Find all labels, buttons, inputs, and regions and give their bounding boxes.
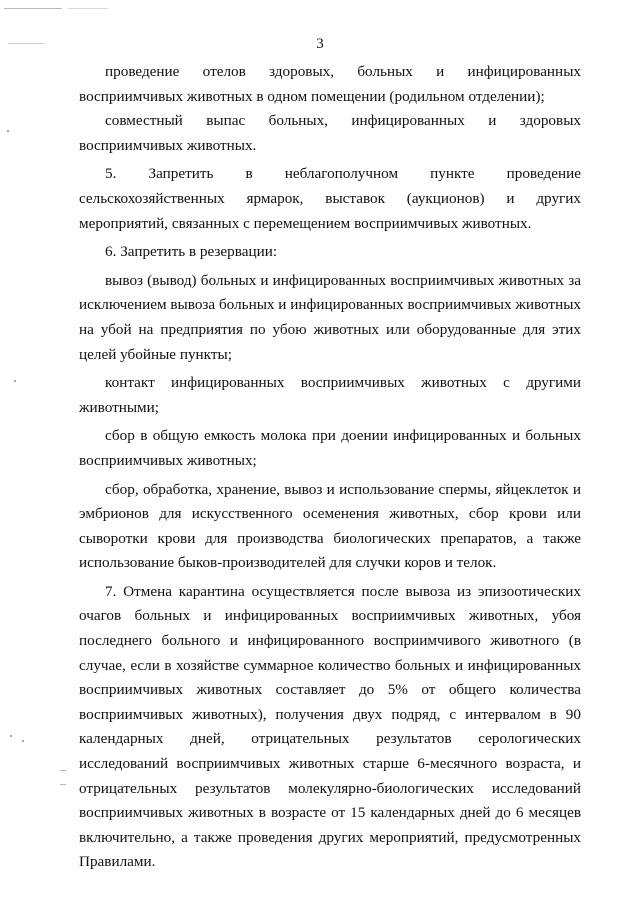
document-body: [79, 60, 581, 875]
paragraph: сбор в общую емкость молока при доении инфицированных и больных восприимчивых животных;: [79, 427, 581, 469]
scan-artifact: [7, 130, 9, 132]
paragraph: вывоз (вывод) больных и инфицированных восприимчивых животных за исключением вывоза больных и инфицированных восприимчивых животных на убой на предприятия по убою животных или оборудованные для этих целей убойные пункты;: [79, 271, 581, 363]
scan-artifact: [10, 735, 12, 737]
scan-artifact: [68, 8, 108, 9]
scan-artifact: [14, 380, 16, 382]
paragraph: совместный выпас больных, инфицированных и здоровых восприимчивых животных.: [79, 112, 581, 154]
scan-artifact: [60, 770, 66, 771]
paragraph: сбор, обработка, хранение, вывоз и использование спермы, яйцеклеток и эмбрионов для искусственного осеменения животных, сбор крови или сыворотки крови для производства биологических препаратов, а также использование быков-производителей для случки коров и телок.: [79, 480, 581, 572]
paragraph: 7. Отмена карантина осуществляется после вывоза из эпизоотических очагов больных и инфицированных восприимчивых животных, убоя последнего больного и инфицированного восприимчивого животного (в случае, если в хозяйстве суммарное количество больных и инфицированных восприимчивых животных составляет до 5% от общего количества восприимчивых животных), получения двух подряд, с интервалом в 90 календарных дней, отрицательных результатов серологических исследований восприимчивых животных старше 6-месячного возраста, и отрицательных результатов молекулярно-биологических исследований восприимчивых животных в возрасте от 15 календарных дней до 6 месяцев включительно, а также проведения других мероприятий, предусмотренных Правилами.: [79, 582, 581, 871]
page-number: 3: [316, 36, 324, 52]
scan-artifact: [4, 8, 62, 9]
scan-artifact: [22, 740, 24, 742]
paragraph: проведение отелов здоровых, больных и инфицированных восприимчивых животных в одном помещении (родильном отделении);: [79, 63, 581, 105]
scan-artifact: [60, 784, 66, 785]
paragraph: контакт инфицированных восприимчивых животных с другими животными;: [79, 374, 581, 416]
paragraph: 5. Запретить в неблагополучном пункте проведение сельскохозяйственных ярмарок, выставок (аукционов) и других мероприятий, связанных с перемещением восприимчивых животных.: [79, 165, 581, 232]
paragraph: 6. Запретить в резервации:: [105, 243, 278, 261]
